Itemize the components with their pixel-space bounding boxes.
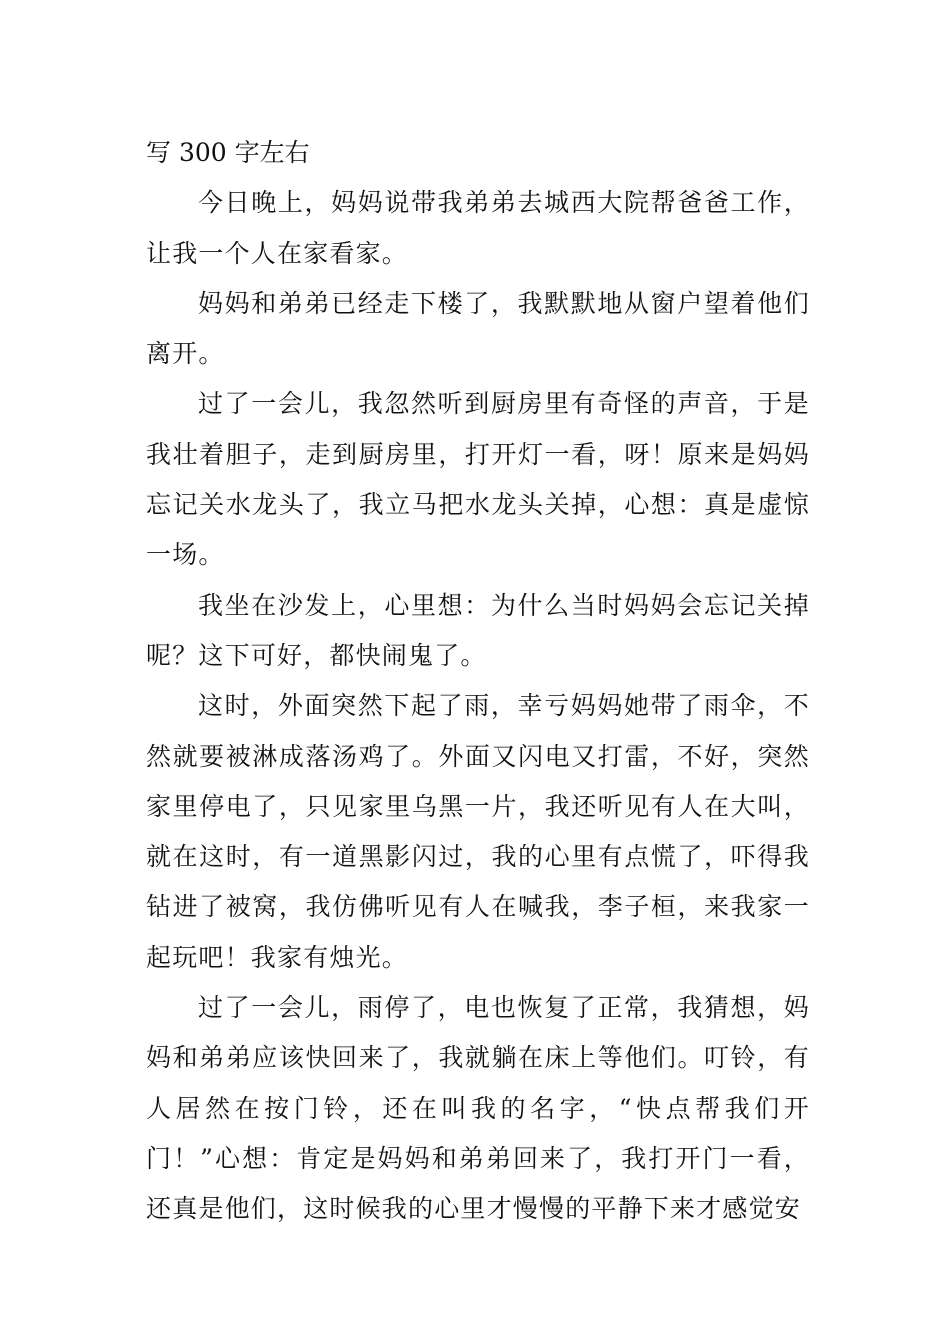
paragraph-5: 这时，外面突然下起了雨，幸亏妈妈她带了雨伞，不然就要被淋成落汤鸡了。外面又闪电又打雷，不好，突然家里停电了，只见家里乌黑一片，我还听见有人在大叫，就在这时，有一道黑影闪过，我的心里有点慌了，吓得我钻进了被窝，我仿佛听见有人在喊我，李子桓，来我家一起玩吧！我家有烛光。 [146, 691, 810, 972]
paragraph-1: 今日晚上，妈妈说带我弟弟去城西大院帮爸爸工作，让我一个人在家看家。 [146, 188, 810, 268]
paragraph-2: 妈妈和弟弟已经走下楼了，我默默地从窗户望着他们离开。 [146, 288, 810, 369]
paragraph-4: 我坐在沙发上，心里想：为什么当时妈妈会忘记关掉呢？这下可好，都快闹鬼了。 [146, 590, 810, 670]
paragraph-3: 过了一会儿，我忽然听到厨房里有奇怪的声音，于是我壮着胆子，走到厨房里，打开灯一看，呀！原来是妈妈忘记关水龙头了，我立马把水龙头关掉，心想：真是虚惊一场。 [146, 389, 810, 570]
document-body [146, 128, 810, 1235]
document-title: 写 300 字左右 [146, 138, 310, 167]
paragraph-6: 过了一会儿，雨停了，电也恢复了正常，我猜想，妈妈和弟弟应该快回来了，我就躺在床上等他们。叮铃，有人居然在按门铃，还在叫我的名字，“快点帮我们开门！”心想：肯定是妈妈和弟弟回来了，我打开门一看，还真是他们，这时候我的心里才慢慢的平静下来才感觉安 [146, 993, 810, 1224]
